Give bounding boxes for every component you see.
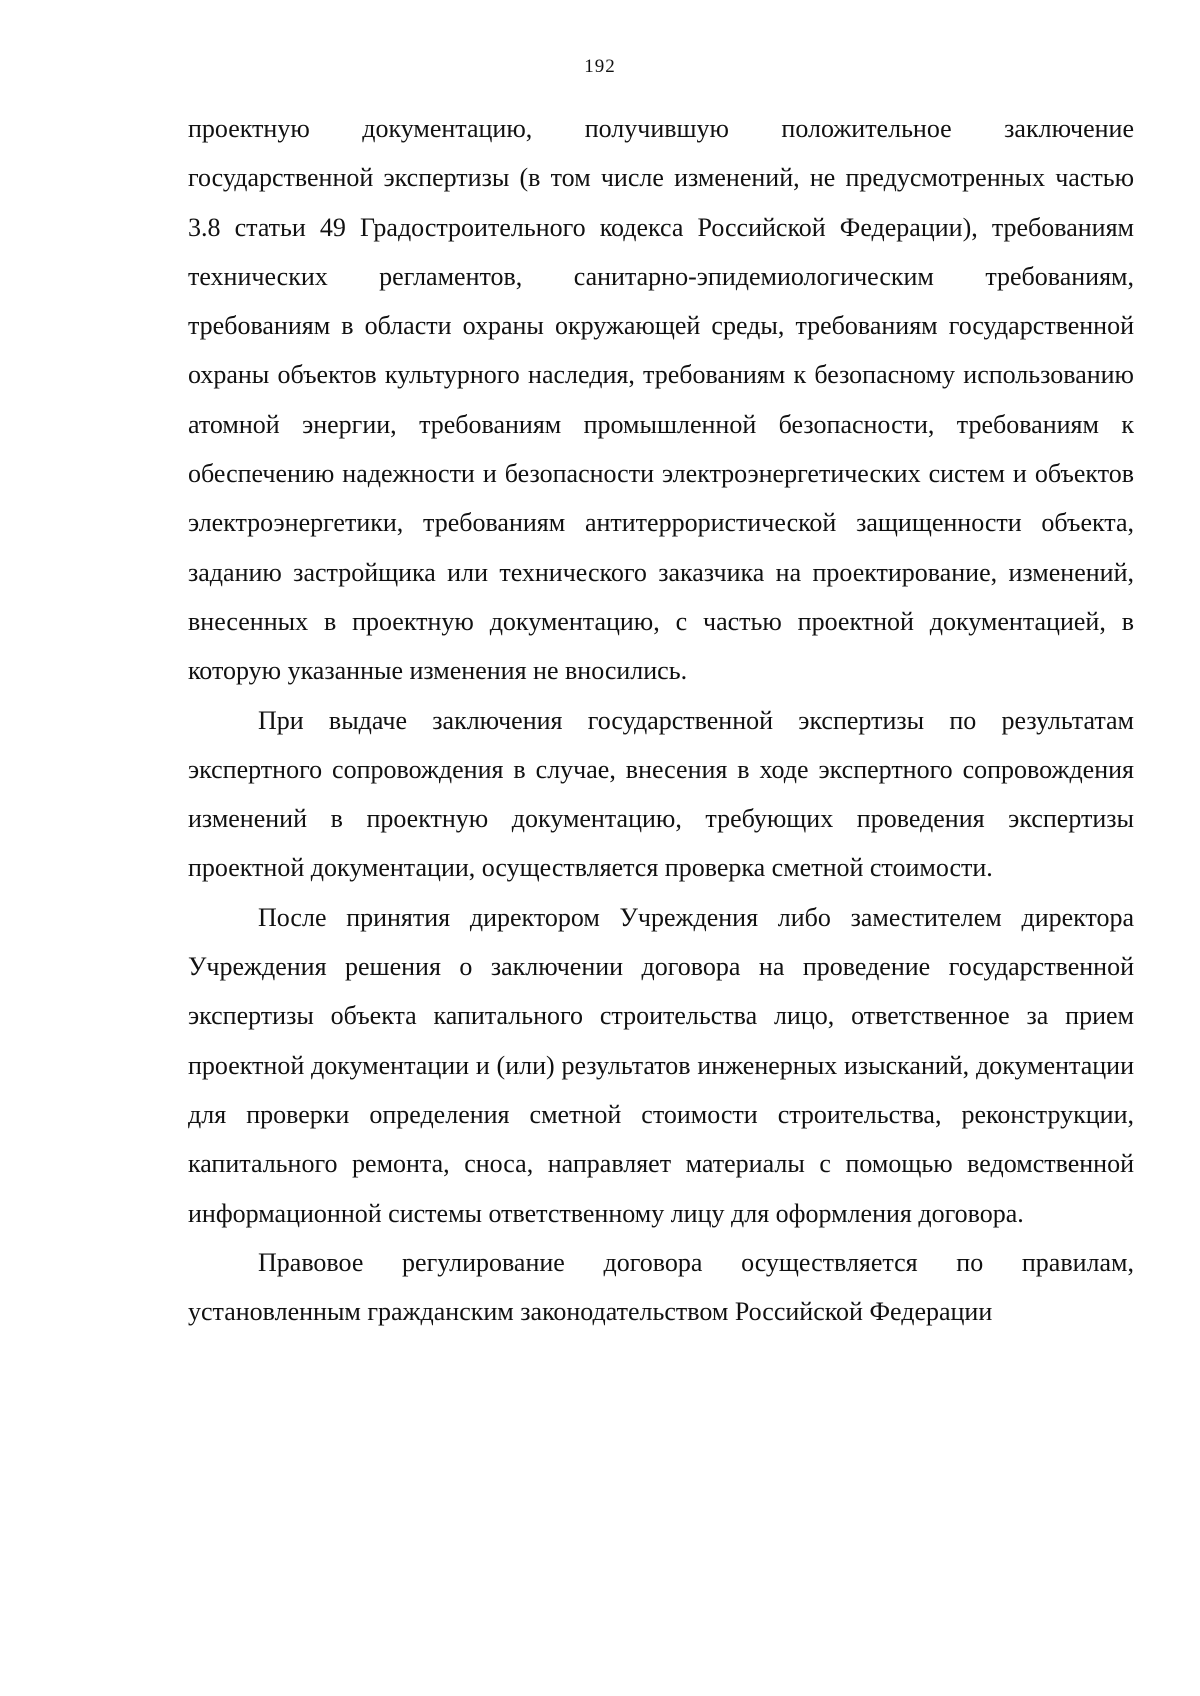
paragraph-contract-decision: После принятия директором Учреждения либо заместителем директора Учреждения решения о заключении договора на проведение государственной экспертизы объекта капитального строительства лицо, ответственное за прием проектной документации и (или) результатов инженерных изысканий, документации для проверки определения сметной стоимости строительства, реконструкции, капитального ремонта, сноса, направляет материалы с помощью ведомственной информационной системы ответственному лицу для оформления договора. xyxy=(188,902,1134,1228)
document-body xyxy=(188,104,1134,1336)
paragraph-legal-regulation: Правовое регулирование договора осуществляется по правилам, установленным гражданским законодательством Российской Федерации xyxy=(188,1247,1134,1327)
paragraph-continuation: проектную документацию, получившую положительное заключение государственной экспертизы (в том числе изменений, не предусмотренных частью 3.8 статьи 49 Градостроительного кодекса Российской Федерации), требованиям технических регламентов, санитарно-эпидемиологическим требованиям, требованиям в области охраны окружающей среды, требованиям государственной охраны объектов культурного наследия, требованиям к безопасному использованию атомной энергии, требованиям промышленной безопасности, требованиям к обеспечению надежности и безопасности электроэнергетических систем и объектов электроэнергетики, требованиям антитеррористической защищенности объекта, заданию застройщика или технического заказчика на проектирование, изменений, внесенных в проектную документацию, с частью проектной документацией, в которую указанные изменения не вносились. xyxy=(188,114,1134,686)
page-number: 192 xyxy=(584,56,616,77)
paragraph-estimate-check: При выдаче заключения государственной экспертизы по результатам экспертного сопровождения в случае, внесения в ходе экспертного сопровождения изменений в проектную документацию, требующих проведения экспертизы проектной документации, осуществляется проверка сметной стоимости. xyxy=(188,705,1134,883)
